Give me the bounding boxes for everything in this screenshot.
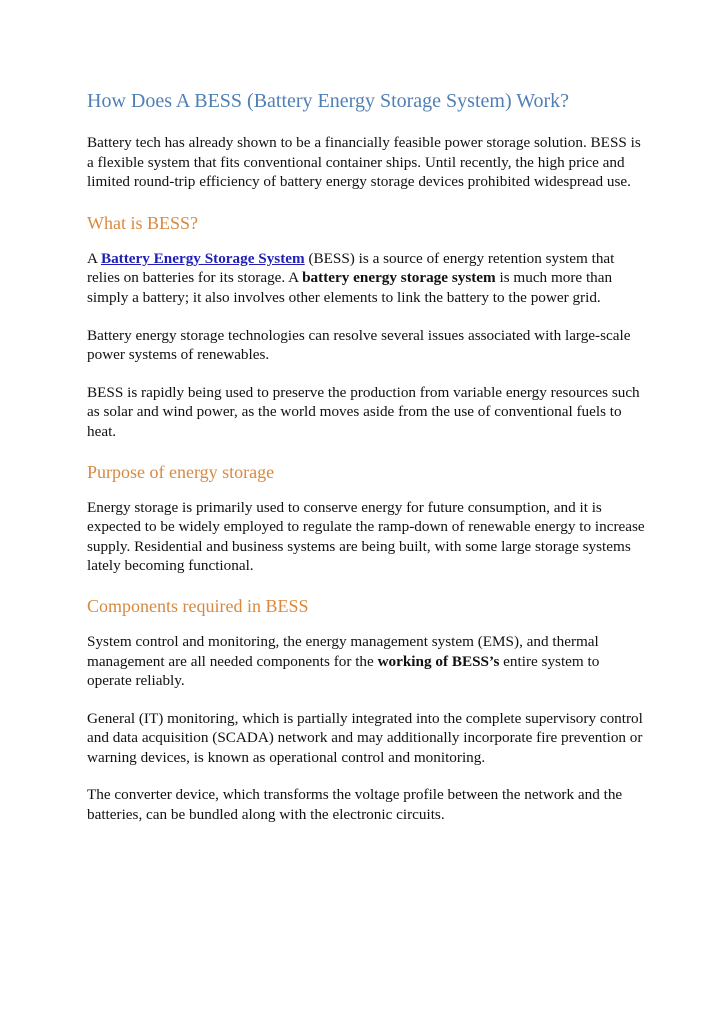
what-is-paragraph-2: Battery energy storage technologies can resolve several issues associated with large-scale power systems of renewables.: [87, 326, 631, 364]
components-paragraph-1: [87, 632, 647, 691]
what-is-paragraph-3: BESS is rapidly being used to preserve the production from variable energy resources such as solar and wind power, as the world moves aside from the use of conventional fuels to heat.: [87, 383, 640, 440]
heading-components: Components required in BESS: [87, 595, 309, 616]
intro-paragraph: Battery tech has already shown to be a financially feasible power storage solution. BESS is a flexible system that fits conventional container ships. Until recently, the high price and limited round-trip efficiency of battery energy storage devices prohibited widespread use.: [87, 134, 641, 191]
components-paragraph-3: The converter device, which transforms the voltage profile between the network and the batteries, can be bundled along with the electronic circuits.: [87, 786, 623, 824]
article-body: [87, 88, 647, 825]
purpose-paragraph-1: Energy storage is primarily used to conserve energy for future consumption, and it is expected to be widely employed to regulate the ramp-down of renewable energy to increase supply. Residential and business systems are being built, with some large storage systems lately becoming functional.: [87, 498, 645, 575]
text-segment: (BESS) is a source of energy retention system that relies on batteries for its storage. A: [87, 249, 615, 287]
article-title: How Does A BESS (Battery Energy Storage System) Work?: [87, 90, 570, 112]
text-segment: is much more than simply a battery; it also involves other elements to link the battery to the power grid.: [87, 269, 613, 306]
heading-what-is-bess: What is BESS?: [87, 212, 198, 233]
text-segment: System control and monitoring, the energy management system (EMS), and thermal management are all needed components for the: [87, 632, 599, 670]
bold-term: battery energy storage system: [302, 269, 496, 287]
bess-link[interactable]: Battery Energy Storage System: [100, 249, 305, 267]
components-paragraph-2: General (IT) monitoring, which is partially integrated into the complete supervisory control and data acquisition (SCADA) network and may additionally incorporate fire prevention or warning devices, is known as operational control and monitoring.: [87, 709, 643, 766]
text-segment: entire system to operate reliably.: [87, 652, 600, 690]
bold-term: working of BESS’s: [377, 652, 500, 670]
text-segment: A: [87, 249, 101, 267]
what-is-paragraph-1: [87, 249, 647, 308]
heading-purpose: Purpose of energy storage: [87, 461, 275, 482]
